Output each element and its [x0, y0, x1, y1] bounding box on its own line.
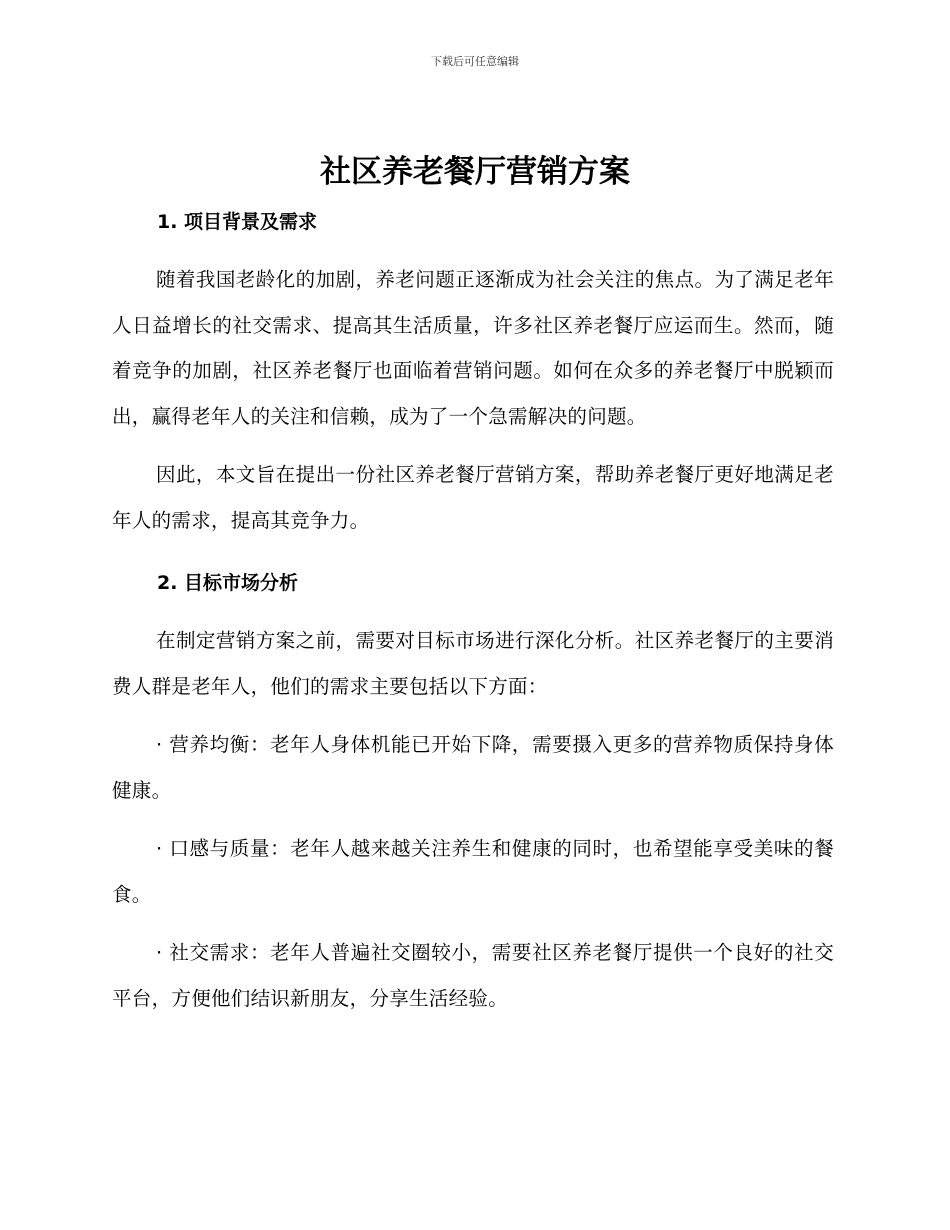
header-note: 下载后可任意编辑 — [431, 55, 519, 68]
bullet-taste-quality: · 口感与质量：老年人越来越关注养生和健康的同时，也希望能享受美味的餐食。 — [112, 837, 834, 906]
paragraph-market-intro: 在制定营销方案之前，需要对目标市场进行深化分析。社区养老餐厅的主要消费人群是老年人，他们的需求主要包括以下方面： — [112, 629, 834, 698]
document-title: 社区养老餐厅营销方案 — [320, 154, 630, 190]
section-heading-background: 1. 项目背景及需求 — [157, 211, 318, 233]
bullet-nutrition: · 营养均衡：老年人身体机能已开始下降，需要摄入更多的营养物质保持身体健康。 — [112, 733, 834, 802]
paragraph-purpose: 因此，本文旨在提出一份社区养老餐厅营销方案，帮助养老餐厅更好地满足老年人的需求，提高其竞争力。 — [112, 463, 834, 532]
paragraph-background: 随着我国老龄化的加剧，养老问题正逐渐成为社会关注的焦点。为了满足老年人日益增长的社交需求、提高其生活质量，许多社区养老餐厅应运而生。然而，随着竞争的加剧，社区养老餐厅也面临着营销问题。如何在众多的养老餐厅中脱颖而出，赢得老年人的关注和信赖，成为了一个急需解决的问题。 — [112, 268, 834, 428]
document-body — [112, 200, 834, 1021]
bullet-social-needs: · 社交需求：老年人普遍社交圈较小，需要社区养老餐厅提供一个良好的社交平台，方便他们结识新朋友，分享生活经验。 — [112, 941, 834, 1010]
section-heading-market: 2. 目标市场分析 — [157, 572, 299, 594]
